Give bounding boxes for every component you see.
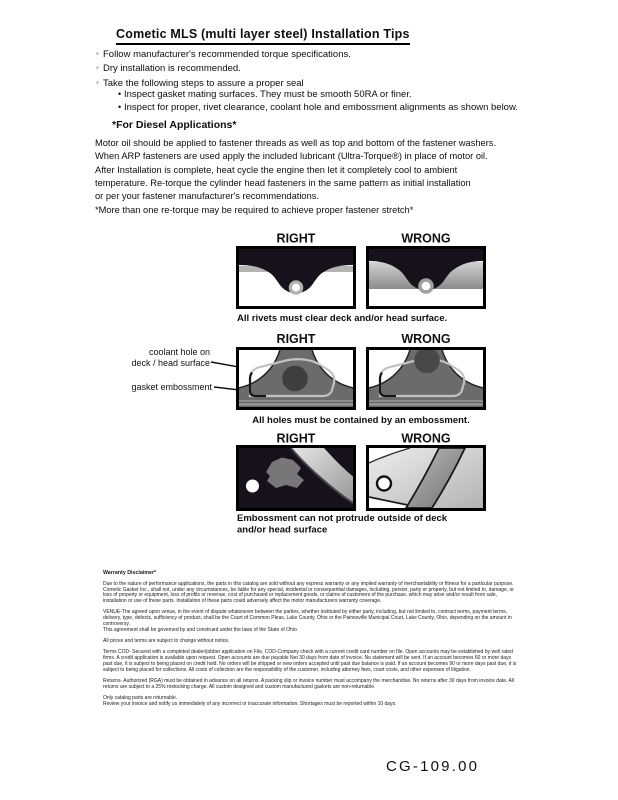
right-label: RIGHT — [276, 431, 316, 446]
page-number: CG-109.00 — [386, 758, 480, 775]
right-panel — [238, 447, 355, 510]
installation-subtips-list — [118, 88, 518, 115]
warranty-disclaimer-heading: Warranty Disclaimer* — [103, 570, 157, 576]
legal-paragraph: Returns- Authorized (RGA) must be obtained in advance on all returns. A packing slip or invoice number must accompany the merchandise. No returns after 30 days from invoice date. All returns are subject to a 25% restocking charge. All custom designed and custom manufactured gaskets are non-returnable. — [103, 678, 515, 690]
wrong-panel — [368, 447, 485, 510]
bolt-hole — [377, 477, 391, 491]
subtip-text: Inspect for proper, rivet clearance, coolant hole and embossment alignments as shown below. — [124, 101, 518, 113]
embossment-containment-diagram — [110, 330, 490, 428]
tip-text: Follow manufacturer's recommended torque specifications. — [103, 49, 351, 60]
rivet-clearance-diagram — [230, 229, 490, 327]
wrong-label: WRONG — [401, 431, 451, 446]
right-label: RIGHT — [276, 332, 316, 346]
diesel-section-heading: *For Diesel Applications* — [112, 119, 237, 131]
legal-paragraph: VENUE-The agreed upon venue, in the event of dispute whatsoever between the parties, whether instituted by either party, including, but not limited to, contract terms, payment terms, delivery, type, defects, sufficiency of product, shall be the Court of Common Pleas, Lake County, Ohio or the Painesville Municipal Court, Lake County, Ohio, depending on the amount in controversy. — [103, 609, 512, 628]
legal-paragraph: All prices and terms are subject to change without notice. — [103, 638, 230, 645]
coolant-hole — [414, 348, 440, 374]
list-item — [96, 61, 351, 75]
right-label: RIGHT — [276, 231, 316, 246]
legal-paragraph: This agreement shall be governed by and construed under the laws of the State of Ohio. — [103, 626, 299, 633]
row1-caption: All rivets must clear deck and/or head surface. — [237, 313, 448, 324]
paragraph-line: Motor oil should be applied to fastener threads as well as top and bottom of the fastener washers. — [95, 138, 497, 148]
tip-text: Dry installation is recommended. — [103, 63, 241, 75]
list-item — [96, 47, 351, 61]
legal-paragraph: Due to the nature of performance applications, the parts in this catalog are sold without any express warranty or any implied warranty of merchantability or fitness for a particular purpose. Cometic Gasket Inc., shall not, under any circumstances, be liable for any special, incidental or consequential damages, including, person, party or property, but not limited to, damage, or loss of property or equipment, loss of profits or revenue, cost of purchased or replacement goods, or claims of customers of the purchase, which may arise and/or result from sale, installation or use of these parts. Installation of these parts could adversely affect the motor manufacturers warranty coverage. — [103, 580, 514, 605]
dot-bullet-icon: • — [118, 88, 122, 99]
wrong-panel — [368, 248, 485, 308]
legal-paragraph: Terms COD- Secured with a completed dealer/jobber application on File, COD-Company check with a current credit card number on file. Open accounts may be established by well rated firms. A credit application is available upon request. Open accounts are due payable Net 30 days from date of invoice. No statement will be sent. If an account becomes 60 or more days past due, it is subject to being placed on credit hold. No orders will be shipped or new orders accepted until past due balance is paid. If an account becomes 90 or more days past due, it is subject to being placed for collections. All costs of collection are the responsibility of the customer, including attorney fees, court costs, and other expenses of litigation. — [103, 649, 517, 673]
svg-text:deck / head surface: deck / head surface — [131, 358, 210, 368]
paragraph-line: or per your fastener manufacturer's recommendations. — [95, 191, 319, 201]
circle-bullet-icon: ◦ — [96, 77, 99, 87]
paragraph-line: After Installation is complete, heat cycle the engine then let it completely cool to ambient — [95, 165, 458, 175]
subtip-text: Inspect gasket mating surfaces. They must be smooth 50RA or finer. — [124, 88, 412, 100]
diesel-paragraph — [95, 137, 496, 163]
gasket-embossment-annotation: gasket embossment — [131, 382, 212, 392]
paragraph-line: temperature. Re-torque the cylinder head fasteners in the same pattern as initial installation — [95, 178, 471, 188]
page-title: Cometic MLS (multi layer steel) Installation Tips — [116, 27, 410, 45]
wrong-label: WRONG — [401, 231, 451, 246]
svg-text:and/or head surface: and/or head surface — [237, 524, 328, 536]
legal-paragraph: Review your invoice and notify us immediately of any incorrect or inaccurate information. Shortages must be reported within 10 days. — [103, 701, 397, 708]
paragraph-line: When ARP fasteners are used apply the included lubricant (Ultra-Torque®) in place of motor oil. — [95, 151, 488, 161]
circle-bullet-icon: ◦ — [96, 63, 99, 73]
installation-tips-list — [96, 47, 351, 90]
dot-bullet-icon: • — [118, 101, 122, 112]
circle-bullet-icon: ◦ — [96, 49, 99, 58]
list-item — [118, 88, 518, 101]
row2-caption: All holes must be contained by an embossment. — [252, 415, 470, 426]
coolant-hole — [282, 366, 308, 392]
tip-text: Take the following steps to assure a proper seal — [103, 77, 304, 89]
legal-fine-print — [103, 571, 519, 713]
right-panel — [238, 248, 355, 308]
bolt-hole — [246, 480, 259, 493]
embossment-protrusion-diagram — [230, 429, 490, 541]
diesel-retorque-note: *More than one re-torque may be required to achieve proper fastener stretch* — [95, 205, 414, 215]
legal-paragraph: Only catalog parts are returnable. — [103, 695, 178, 702]
coolant-hole-annotation: coolant hole on — [148, 347, 210, 357]
wrong-label: WRONG — [401, 332, 451, 346]
diesel-paragraph — [95, 164, 471, 203]
row3-caption: Embossment can not protrude outside of deck — [237, 513, 448, 524]
list-item — [118, 101, 518, 114]
